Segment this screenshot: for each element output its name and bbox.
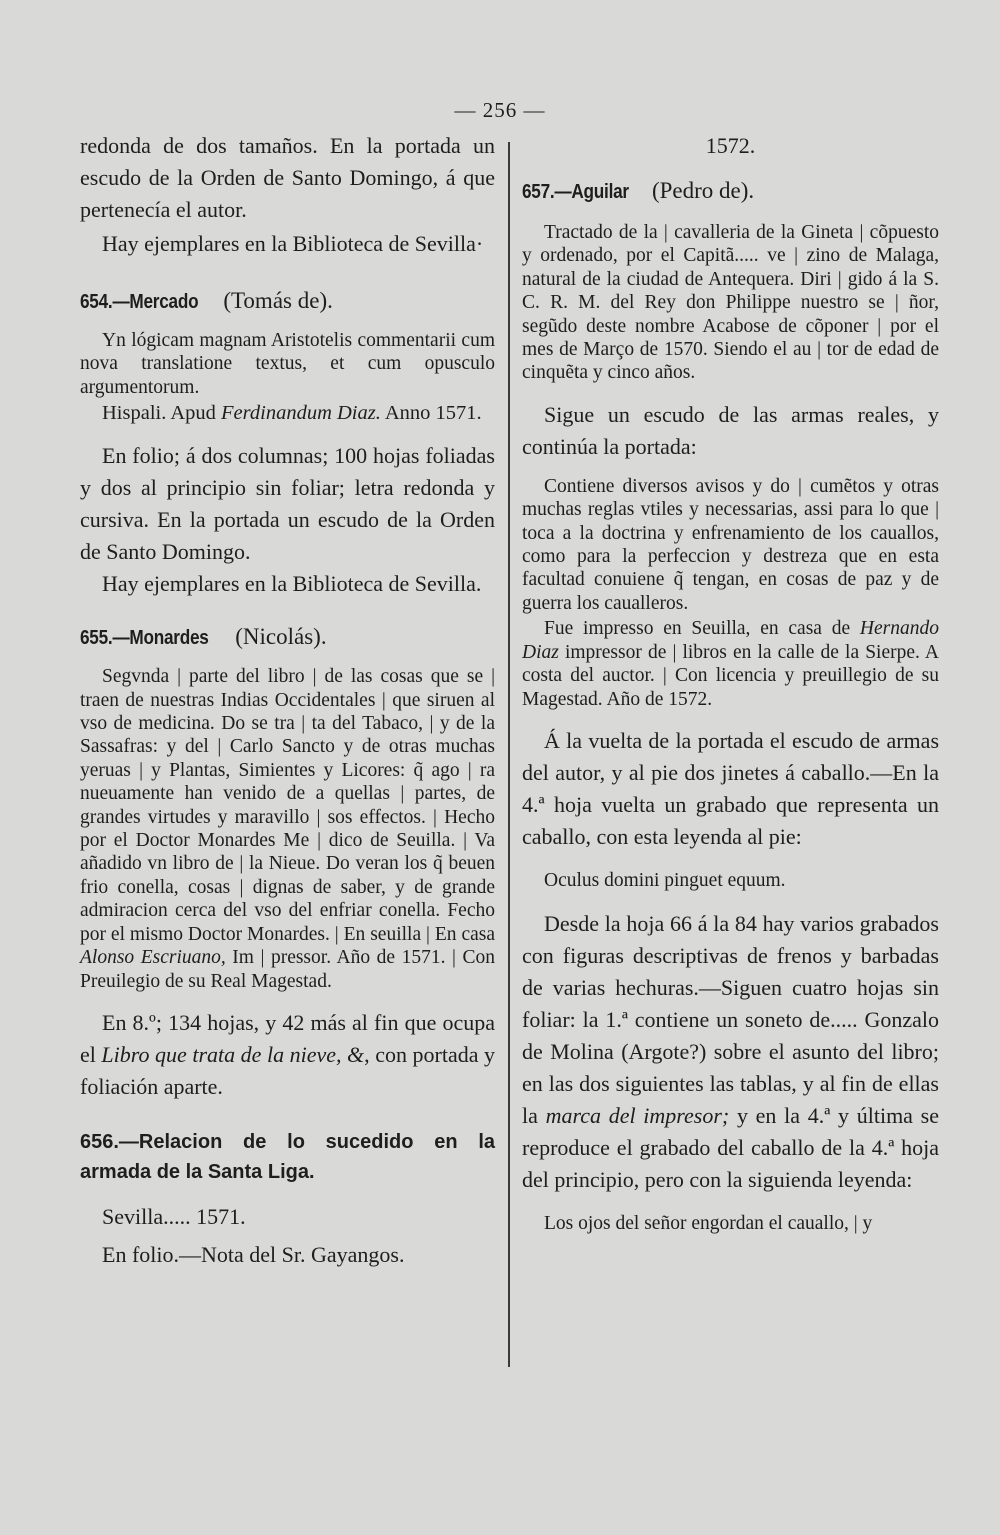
text: En 8.º; 134 hojas, y 42 más al fin que ocupa el — [80, 1009, 495, 1067]
entry-heading-656: 656.—Relacion de lo sucedido en la armada de la Santa Liga. — [80, 1130, 495, 1183]
text: y en la 4.ª y última se reproduce el grabado del caballo de la 4.ª hoja del principio, pero con la siguienda leyenda: — [522, 1103, 939, 1193]
entry-author: (Nicolás). — [229, 624, 327, 650]
legend-quote: Los ojos del señor engordan el cauallo, | y — [544, 1213, 873, 1235]
left-column — [80, 130, 495, 1271]
entry-heading-654 — [80, 286, 495, 317]
paragraph: Hay ejemplares en la Biblioteca de Sevilla. — [102, 571, 482, 597]
paragraph: Contiene diversos avisos y do | cumẽtos y otras muchas reglas vtiles y necessarias, assi para lo que | toca a la doctrina y enfrenamiento de los cauallos, como para la perfeccion y destreza que en esta facultad conuiene q̃ tengan, en cosas de paz y de guerra los caualleros. — [522, 475, 939, 614]
paragraph: redonda de dos tamaños. En la portada un escudo de la Orden de Santo Domingo, á que pertenecía el autor. — [80, 133, 495, 222]
paragraph: Yn lógicam magnam Aristotelis commentarii cum nova translatione textus, et cum opusculo argumentorum. — [80, 330, 495, 398]
entry-number-654: 654.—Mercado — [80, 291, 199, 313]
paragraph: Tractado de la | cavalleria de la Gineta | cõpuesto y ordenado, por el Capitã..... ve | zino de Malaga, natural de la ciudad de Antequera. Diri | gido á la S. C. R. M. del Rey don Philippe nuestro se | ñor, segũdo deste nombre Acabose de cõponer | por el mes de Março de 1570. Siendo el au | tor de edad de cinquẽta y cinco años. — [522, 222, 939, 384]
printer-name: Hernando Diaz — [522, 618, 939, 663]
right-column — [522, 130, 939, 1236]
paragraph — [80, 401, 495, 426]
entry-author: (Pedro de). — [646, 178, 755, 203]
paragraph: Sevilla..... 1571. — [102, 1203, 246, 1229]
paragraph — [522, 908, 939, 1196]
entry-author: (Tomás de). — [217, 288, 333, 313]
text: Im | pressor. Año de 1571. | Con Preuilegio de su Real Magestad. — [80, 947, 495, 992]
text: , con portada y foliación aparte. — [80, 1041, 496, 1099]
text: Segvnda | parte del libro | de las cosas que se | traen de nuestras Indias Occidentales | que siruen al vso de medicina. Do se tra | ta del Tabaco, | y de la Sassafras: y del | Carlo Sancto y de otras muchas yeruas | y Plantas, Simientes y Licores: q̃ ago | ra nueuamente han venido de a quellas | partes, de grandes virtudes y maravillo | sos effectos. | Hecho por el Doctor Monardes Me | dico de Seuilla. | Va añadido vn libro de | la Nieue. Do veran los q̃ beuen frio conella, cosas | dignas de saber, y de grande admiracion cerca del vso del enfriar conella. Fecho por el mismo Doctor Monardes. | En seuilla | En casa — [80, 666, 495, 945]
entry-heading-657 — [522, 176, 939, 207]
paragraph — [80, 665, 495, 993]
printer-name: Alonso Escriuano, — [80, 947, 226, 969]
text: Desde la hoja 66 á la 84 hay varios grabados con figuras descriptivas de frenos y barbadas de varias hechuras.—Siguen cuatro hojas sin foliar: la 1.ª contiene un soneto de..... Gonzalo de Molina (Argote?) sobre el asunto del libro; en las dos siguientes las tablas, y al fin de ellas la — [522, 911, 939, 1129]
printer-mark: marca del impresor; — [545, 1103, 730, 1129]
entry-heading-655 — [80, 622, 495, 653]
paragraph — [522, 617, 939, 711]
text: impressor de | libros en la calle de la Sierpe. A costa del auctor. | Con licencia y preuillegio de su Magestad. Año de 1572. — [522, 641, 939, 710]
year-heading: 1572. — [705, 133, 756, 158]
paragraph: En folio.—Nota del Sr. Gayangos. — [102, 1241, 405, 1267]
paragraph: Á la vuelta de la portada el escudo de armas del autor, y al pie dos jinetes á caballo.—En la 4.ª hoja vuelta un grabado que representa un caballo, con esta leyenda al pie: — [522, 727, 939, 849]
entry-number-657: 657.—Aguilar — [522, 181, 629, 203]
entry-number-655: 655.—Monardes — [80, 627, 209, 650]
text: Hispali. Apud — [102, 402, 222, 425]
legend-quote: Oculus domini pinguet equum. — [544, 869, 786, 891]
text: Anno 1571. — [380, 402, 482, 425]
paragraph: En folio; á dos columnas; 100 hojas foliadas y dos al principio sin foliar; letra redonda y cursiva. En la portada un escudo de la Orden de Santo Domingo. — [80, 443, 495, 565]
title-italic: Libro que trata de la nieve, & — [101, 1041, 365, 1067]
paragraph: Sigue un escudo de las armas reales, y continúa la portada: — [522, 401, 939, 459]
text: Fue impresso en Seuilla, en casa de — [544, 618, 860, 640]
paragraph: Hay ejemplares en la Biblioteca de Sevilla· — [102, 231, 484, 256]
column-divider — [508, 142, 510, 1367]
printer-name: Ferdinandum Diaz. — [221, 402, 381, 425]
page-number: — 256 — — [454, 98, 546, 122]
paragraph — [80, 1007, 495, 1103]
